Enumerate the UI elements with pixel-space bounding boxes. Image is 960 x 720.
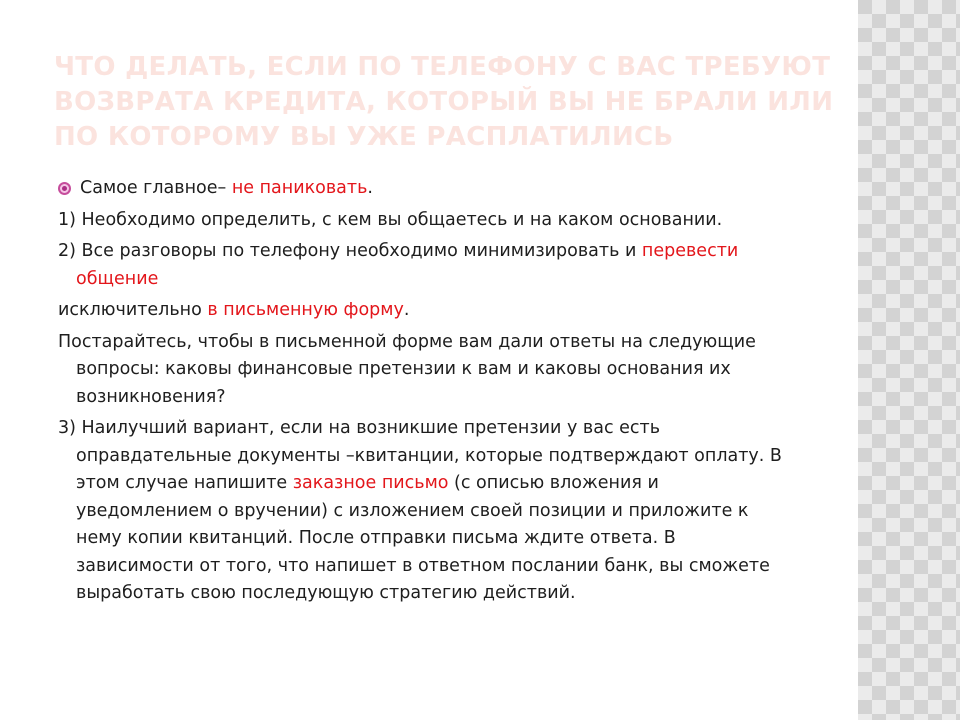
text-segment: (с описью вложения и уведомлением о вручении) с изложением своей позиции и приложите к нему копии квитанций. После отправки письма ждите ответа. В зависимости от того, что напишет в ответном послании банк, вы сможете выработать свою последующую стратегию действий. bbox=[76, 473, 770, 603]
slide-title bbox=[54, 50, 834, 155]
paragraph-step-3 bbox=[58, 415, 788, 608]
decorative-side-pattern bbox=[858, 0, 960, 720]
highlighted-text: перевести общение bbox=[76, 241, 739, 289]
text-segment: Постарайтесь, чтобы в письменной форме вам дали ответы на следующие вопросы: каковы финансовые претензии к вам и каковы основания их возникновения? bbox=[58, 331, 756, 407]
paragraph-main-rule bbox=[58, 175, 788, 203]
text-segment: 3) Наилучший вариант, если на возникшие претензии у вас есть оправдательные документы –квитанции, которые подтверждают оплату. В этом случае напишите bbox=[58, 418, 782, 493]
slide-body bbox=[58, 175, 788, 612]
highlighted-text: в письменную форму bbox=[207, 300, 404, 320]
text-segment: 1) Необходимо определить, с кем вы общаетесь и на каком основании. bbox=[58, 209, 723, 230]
paragraph-questions bbox=[58, 329, 788, 412]
paragraph-step-1 bbox=[58, 207, 788, 235]
text-segment: . bbox=[403, 300, 410, 320]
title-line: ПО КОТОРОМУ ВЫ УЖЕ РАСПЛАТИЛИСЬ bbox=[54, 122, 674, 152]
text-segment: . bbox=[367, 178, 373, 198]
text-segment: 2) Все разговоры по телефону необходимо минимизировать и bbox=[58, 241, 642, 261]
paragraph-step-2 bbox=[58, 238, 788, 293]
text-segment: исключительно bbox=[58, 300, 208, 320]
highlighted-text: не паниковать bbox=[231, 178, 368, 198]
circle-bullet-icon bbox=[58, 182, 71, 195]
paragraph-written-form bbox=[58, 297, 788, 325]
title-line: ВОЗВРАТА КРЕДИТА, КОТОРЫЙ ВЫ НЕ БРАЛИ ИЛИ bbox=[54, 87, 834, 117]
text-segment: Самое главное– bbox=[80, 178, 232, 198]
highlighted-text: заказное письмо bbox=[292, 473, 449, 493]
title-line: ЧТО ДЕЛАТЬ, ЕСЛИ ПО ТЕЛЕФОНУ С ВАС ТРЕБУЮТ bbox=[54, 52, 831, 82]
